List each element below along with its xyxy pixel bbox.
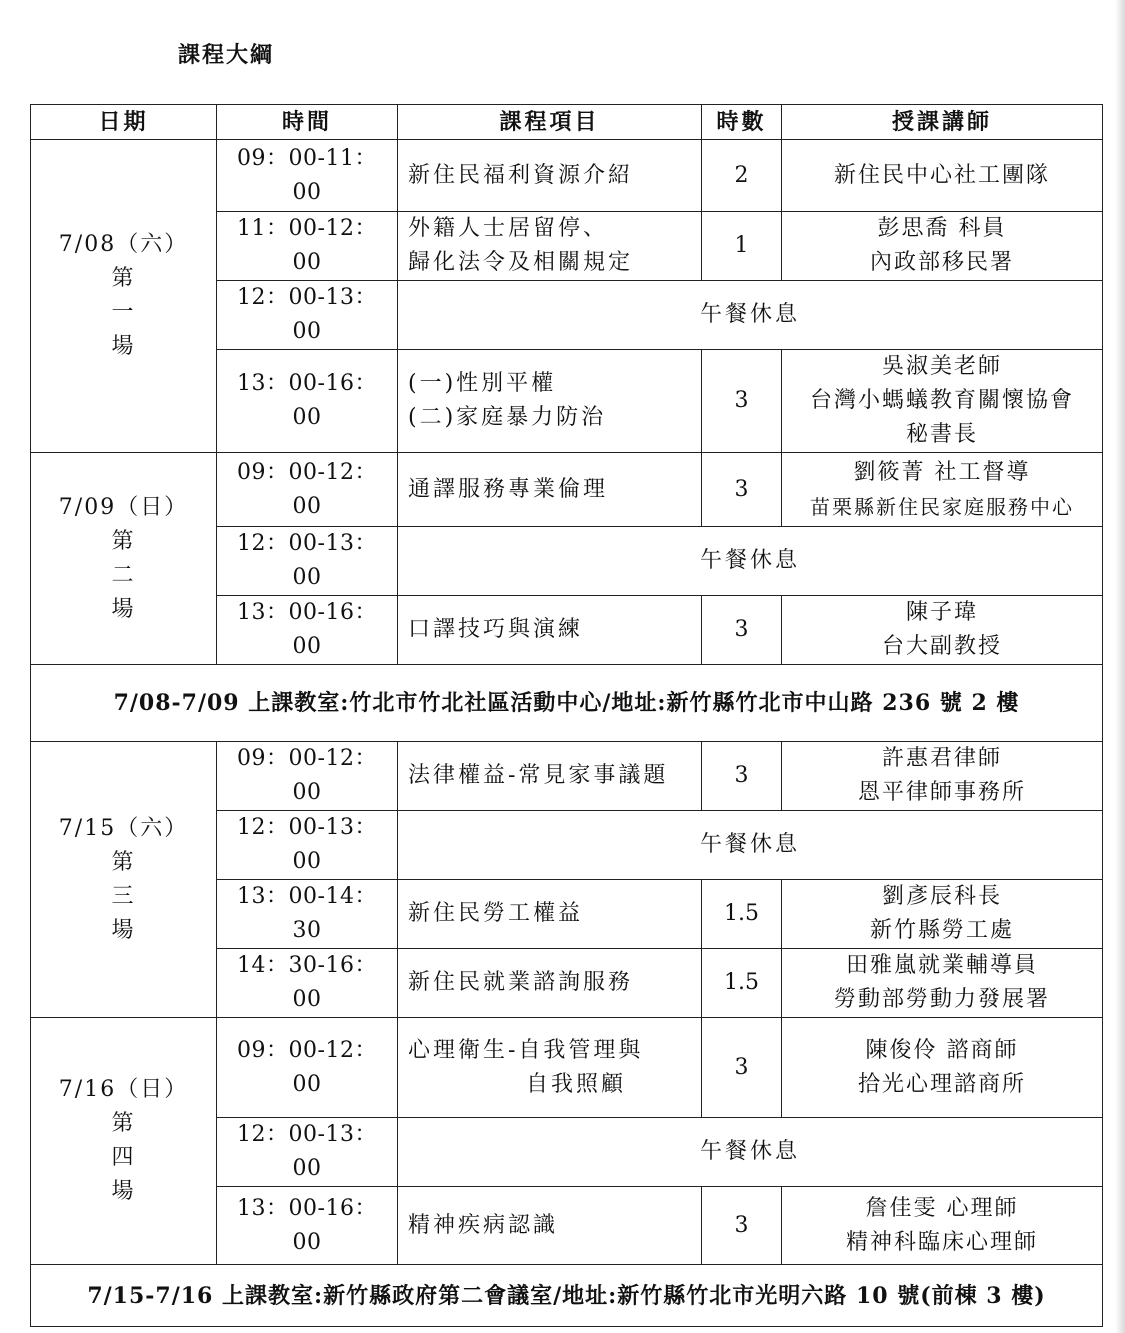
hours-cell: 3 (702, 350, 782, 453)
header-date: 日期 (31, 105, 217, 140)
hours-cell: 3 (702, 1187, 782, 1265)
session-label: 二 (111, 562, 136, 588)
session-label: 一 (111, 300, 136, 325)
lecturer-line: 台灣小螞蟻教育關懷協會 (809, 388, 1074, 413)
session-label: 場 (111, 596, 136, 622)
venue-info: 7/08-7/09 上課教室:竹北市竹北社區活動中心/地址:新竹縣竹北市中山路 236 號 2 樓 (31, 665, 1103, 742)
lecturer-cell (782, 140, 1103, 212)
course-line: (一)性別平權 (408, 371, 557, 396)
course-line: 新住民就業諮詢服務 (408, 970, 634, 995)
session-label: 場 (111, 334, 136, 359)
lecturer-line: 勞動部勞動力發展署 (833, 987, 1050, 1012)
page-title: 課程大綱 (178, 42, 275, 68)
lecturer-line: 台大副教授 (881, 634, 1002, 659)
time-cell: 13：00-16：00 (217, 1187, 398, 1265)
course-cell (398, 453, 702, 527)
course-line: 歸化法令及相關規定 (408, 250, 634, 275)
hours-cell: 3 (702, 596, 782, 665)
venue-row (31, 1265, 1103, 1327)
session-date-cell (31, 742, 217, 1018)
session-date-cell (31, 140, 217, 453)
lecturer-line: 陳子瑋 (905, 600, 978, 625)
time-cell: 09：00-12：00 (217, 1018, 398, 1118)
lecturer-line: 許惠君律師 (881, 746, 1002, 771)
session-label: 三 (111, 883, 136, 909)
lecturer-line: 新竹縣勞工處 (869, 918, 1014, 943)
lecturer-line: 彭思喬 科員 (877, 216, 1007, 241)
page-edge-shadow (1115, 0, 1125, 1333)
course-cell (398, 596, 702, 665)
lecturer-line: 拾光心理諮商所 (857, 1071, 1026, 1097)
course-line: 新住民福利資源介紹 (408, 162, 634, 188)
lecturer-cell (782, 1187, 1103, 1265)
lecturer-line: 內政部移民署 (869, 250, 1014, 275)
course-cell (398, 350, 702, 453)
hours-cell: 1.5 (702, 880, 782, 949)
lunch-break-cell: 午餐休息 (398, 281, 1103, 350)
time-cell: 12：00-13：00 (217, 527, 398, 596)
hours-cell: 3 (702, 742, 782, 811)
lecturer-cell (782, 453, 1103, 527)
course-schedule-table (30, 104, 1103, 1327)
lecturer-line: 吳淑美老師 (881, 354, 1002, 379)
session-date-cell (31, 453, 217, 665)
session-date: 7/16（日） (58, 1077, 189, 1102)
session-label: 場 (111, 1179, 136, 1204)
table-row (31, 140, 1103, 212)
lecturer-cell (782, 742, 1103, 811)
table-row (31, 1018, 1103, 1118)
header-course: 課程項目 (398, 105, 702, 140)
lunch-break-cell: 午餐休息 (398, 527, 1103, 596)
lecturer-cell (782, 1018, 1103, 1118)
course-line: (二)家庭暴力防治 (408, 405, 607, 430)
venue-row (31, 665, 1103, 742)
lecturer-line: 陳俊伶 諮商師 (865, 1037, 1019, 1063)
lecturer-line: 恩平律師事務所 (857, 780, 1026, 805)
course-cell (398, 742, 702, 811)
course-line: 口譯技巧與演練 (408, 617, 584, 642)
header-row (31, 105, 1103, 140)
lecturer-line: 詹佳雯 心理師 (865, 1195, 1019, 1221)
time-cell: 09：00-12：00 (217, 742, 398, 811)
venue-info: 7/15-7/16 上課教室:新竹縣政府第二會議室/地址:新竹縣竹北市光明六路 10 號(前棟 3 樓) (31, 1265, 1103, 1327)
session-label: 第 (111, 528, 136, 554)
session-label: 第 (111, 266, 136, 291)
lecturer-line: 秘書長 (905, 422, 978, 447)
lecturer-line: 新住民中心社工團隊 (833, 162, 1050, 188)
lecturer-line: 田雅嵐就業輔導員 (845, 953, 1038, 978)
hours-cell: 1 (702, 212, 782, 281)
course-cell (398, 140, 702, 212)
time-cell: 12：00-13：00 (217, 811, 398, 880)
session-label: 場 (111, 917, 136, 943)
hours-cell: 1.5 (702, 949, 782, 1018)
header-lecturer: 授課講師 (782, 105, 1103, 140)
lecturer-cell (782, 949, 1103, 1018)
time-cell: 13：00-16：00 (217, 596, 398, 665)
time-cell: 09：00-12：00 (217, 453, 398, 527)
course-line: 精神疾病認識 (408, 1212, 559, 1238)
hours-cell: 3 (702, 1018, 782, 1118)
course-line: 新住民勞工權益 (408, 901, 584, 926)
lunch-break-cell: 午餐休息 (398, 1118, 1103, 1187)
time-cell: 13：00-16：00 (217, 350, 398, 453)
time-cell: 12：00-13：00 (217, 1118, 398, 1187)
session-date: 7/15（六） (58, 815, 189, 841)
course-cell (398, 1018, 702, 1118)
session-label: 第 (111, 849, 136, 875)
course-line: 自我照顧 (526, 1071, 627, 1097)
session-date: 7/08（六） (58, 232, 189, 257)
lecturer-cell (782, 212, 1103, 281)
course-line: 外籍人士居留停、 (408, 216, 609, 241)
session-date: 7/09（日） (58, 494, 189, 520)
hours-cell: 2 (702, 140, 782, 212)
lecturer-line: 劉彥辰科長 (881, 884, 1002, 909)
lecturer-cell (782, 880, 1103, 949)
time-cell: 09：00-11：00 (217, 140, 398, 212)
header-time: 時間 (217, 105, 398, 140)
session-date-cell (31, 1018, 217, 1265)
lecturer-cell (782, 350, 1103, 453)
time-cell: 12：00-13：00 (217, 281, 398, 350)
lecturer-cell (782, 596, 1103, 665)
time-cell: 11：00-12：00 (217, 212, 398, 281)
time-cell: 14：30-16：00 (217, 949, 398, 1018)
course-cell (398, 1187, 702, 1265)
lecturer-line: 苗栗縣新住民家庭服務中心 (810, 494, 1074, 519)
table-row (31, 453, 1103, 527)
lunch-break-cell: 午餐休息 (398, 811, 1103, 880)
table-row (31, 742, 1103, 811)
course-line: 通譯服務專業倫理 (408, 476, 609, 502)
time-cell: 13：00-14：30 (217, 880, 398, 949)
header-hours: 時數 (702, 105, 782, 140)
course-cell (398, 949, 702, 1018)
lecturer-line: 精神科臨床心理師 (845, 1229, 1038, 1255)
course-cell (398, 880, 702, 949)
course-cell (398, 212, 702, 281)
course-line: 法律權益-常見家事議題 (408, 763, 669, 788)
hours-cell: 3 (702, 453, 782, 527)
course-line: 心理衛生-自我管理與 (408, 1037, 644, 1063)
lecturer-line: 劉筱菁 社工督導 (853, 459, 1031, 485)
session-label: 四 (111, 1145, 136, 1170)
session-label: 第 (111, 1111, 136, 1136)
